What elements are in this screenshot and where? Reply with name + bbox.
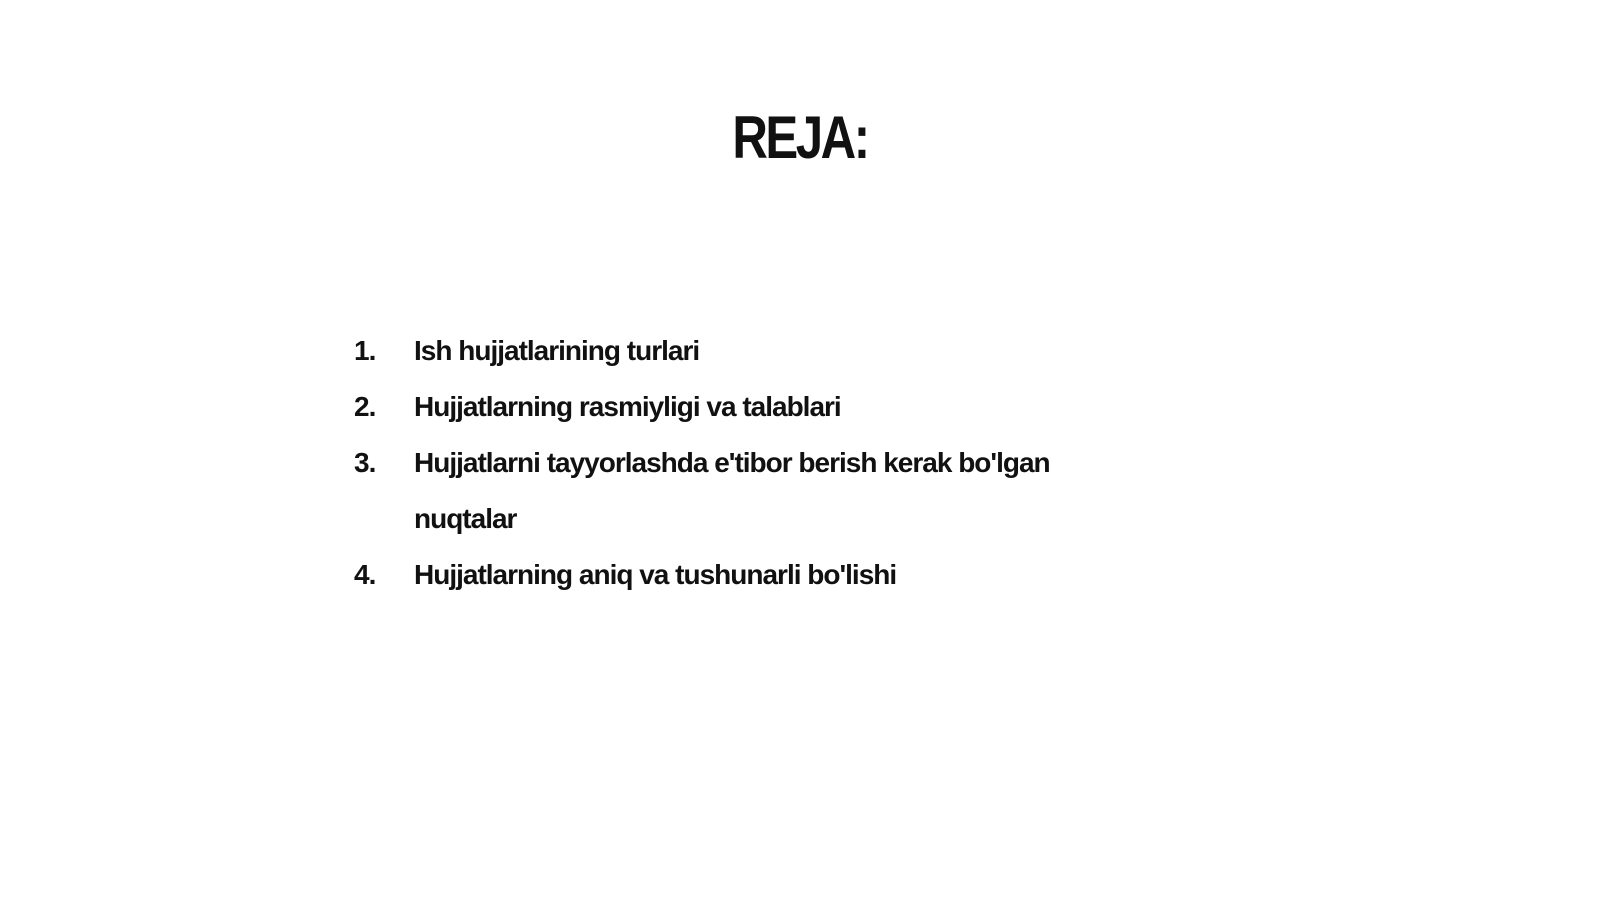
list-item-text: Ish hujjatlarining turlari [414,335,700,366]
plan-list [354,323,1114,603]
list-item [354,379,1114,435]
list-item-text: Hujjatlarni tayyorlashda e'tibor berish kerak bo'lgan nuqtalar [414,447,1050,534]
list-item-number: 2. [354,391,376,422]
list-item [354,323,1114,379]
list-item-number: 1. [354,335,376,366]
list-item-text: Hujjatlarning aniq va tushunarli bo'lishi [414,559,897,590]
list-item [354,435,1114,547]
slide-title: REJA: [732,104,868,171]
list-item-number: 4. [354,559,376,590]
list-item [354,547,1114,603]
list-item-number: 3. [354,447,376,478]
list-item-text: Hujjatlarning rasmiyligi va talablari [414,391,841,422]
